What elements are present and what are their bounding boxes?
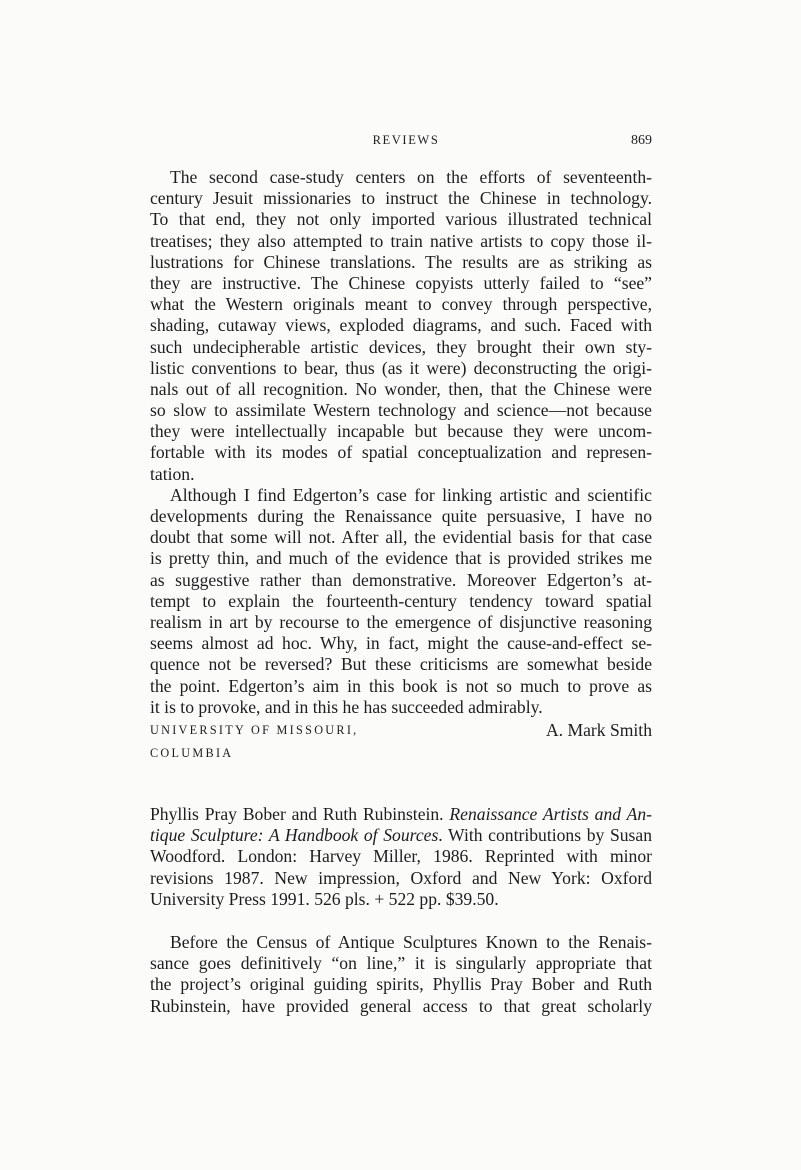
reviewer-affiliation-city: COLUMBIA [150,746,234,760]
text-line: they were intellectually incapable but because they were uncom- [150,421,652,442]
reviewer-affiliation: UNIVERSITY OF MISSOURI, [150,723,359,737]
text-line: sance goes definitively “on line,” it is singularly appropriate that [150,953,652,974]
text-line: the point. Edgerton’s aim in this book is not so much to prove as [150,675,652,696]
citation-text: . With contributions by Susan [438,825,652,846]
text-line: century Jesuit missionaries to instruct the Chinese in technology. [150,188,652,209]
review-body-2 [150,932,652,1017]
page-number: 869 [631,133,652,148]
citation-line [150,846,652,867]
book-citation [150,804,652,910]
text-line: nals out of all recognition. No wonder, then, that the Chinese were [150,378,652,399]
reviewer-name: A. Mark Smith [545,720,652,740]
text-line: realism in art by recourse to the emergence of disjunctive reasoning [150,611,652,632]
running-head: REVIEWS [372,133,440,147]
text-line: they are instructive. The Chinese copyists utterly failed to “see” [150,272,652,293]
text-line: so slow to assimilate Western technology and science—not because [150,400,652,421]
text-line: seems almost ad hoc. Why, in fact, might the cause-and-effect se- [150,633,652,654]
text-line: fortable with its modes of spatial conceptualization and represen- [150,442,652,463]
text-line: tempt to explain the fourteenth-century tendency toward spatial [150,590,652,611]
review-body [150,167,652,718]
text-line: treatises; they also attempted to train native artists to copy those il- [150,230,652,251]
citation-text: University Press 1991. 526 pls. + 522 pp. $39.50. [150,888,499,909]
text-line: quence not be reversed? But these criticisms are somewhat beside [150,654,652,675]
citation-text: revisions 1987. New impression, Oxford and New York: Oxford [150,867,652,888]
text-line: Although I find Edgerton’s case for linking artistic and scientific [170,484,652,505]
book-title: Renaissance Artists and An- [449,804,652,824]
citation-text: Woodford. London: Harvey Miller, 1986. Reprinted with minor [150,846,652,867]
book-title: tique Sculpture: A Handbook of Sources [150,825,439,846]
text-line: shading, cutaway views, exploded diagrams, and such. Faced with [150,315,652,336]
text-line: developments during the Renaissance quite persuasive, I have no [150,506,652,526]
text-line: what the Western originals meant to convey through perspective, [150,294,652,315]
text-line: it is to provoke, and in this he has succeeded admirably. [150,696,543,717]
text-line: the project’s original guiding spirits, Phyllis Pray Bober and Ruth [150,974,652,995]
text-line: To that end, they not only imported various illustrated technical [150,209,652,230]
text-line: such undecipherable artistic devices, they brought their own sty- [150,336,652,357]
page-header [150,133,652,153]
citation-line [150,868,652,889]
text-line: tation. [150,463,195,484]
citation-text: Phyllis Pray Bober and Ruth Rubinstein. [150,804,450,824]
signature [150,719,652,741]
text-line: listic conventions to bear, thus (as it were) deconstructing the origi- [150,357,652,378]
citation-line [150,889,652,910]
text-line: Before the Census of Antique Sculptures Known to the Renais- [170,932,652,952]
citation-line [150,804,652,825]
text-line: doubt that some will not. After all, the evidential basis for that case [150,527,652,548]
text-line: lustrations for Chinese translations. The results are as striking as [150,251,652,272]
text-line: Rubinstein, have provided general access to that great scholarly [150,995,652,1016]
text-line: The second case-study centers on the efforts of seventeenth- [170,167,652,187]
text-line: as suggestive rather than demonstrative. Moreover Edgerton’s at- [150,569,652,590]
text-line: is pretty thin, and much of the evidence that is provided strikes me [150,548,652,569]
citation-line [150,825,652,846]
